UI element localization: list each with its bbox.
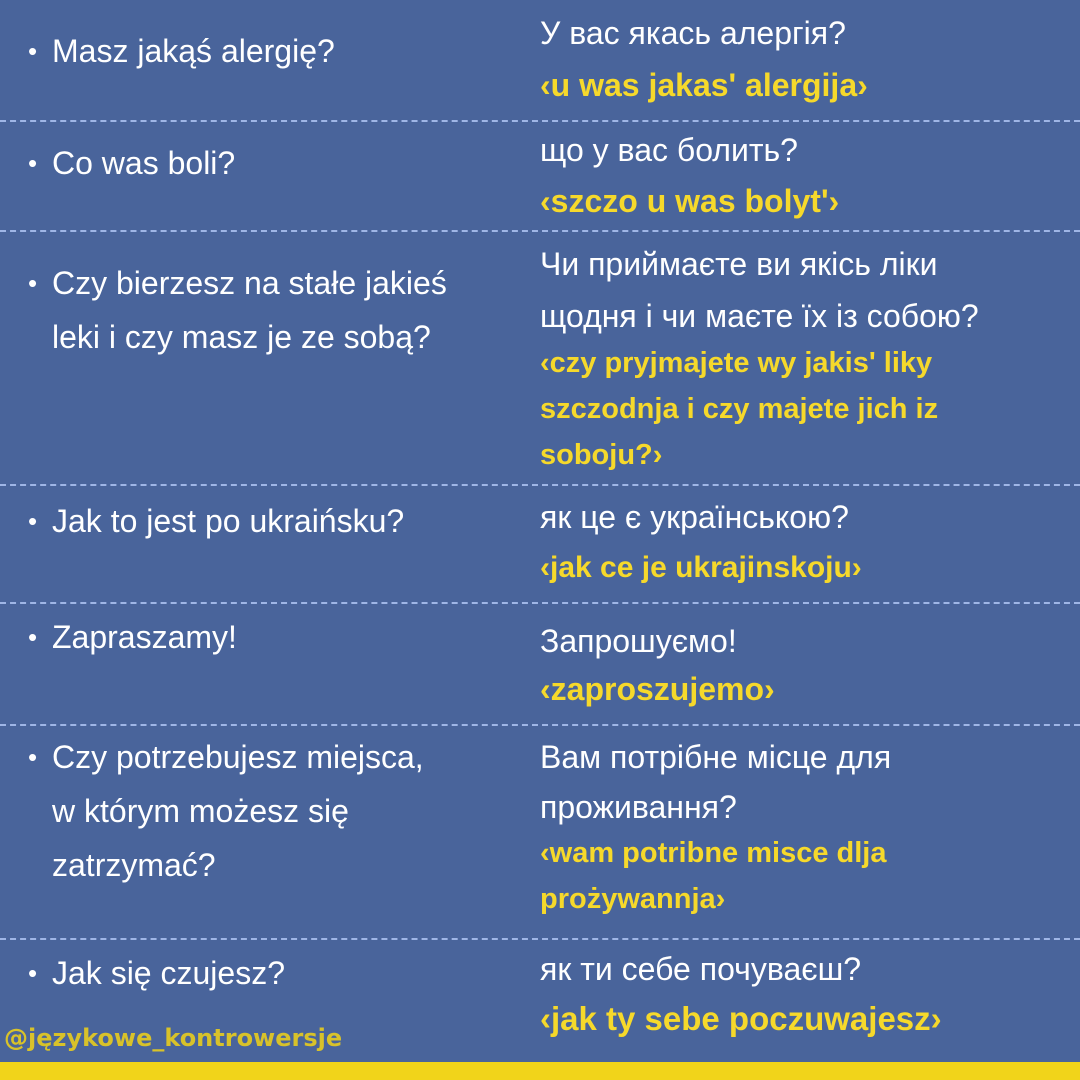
polish-text: Zapraszamy! [52, 619, 237, 655]
polish-phrase [28, 256, 508, 364]
bullet-icon: • [28, 622, 38, 652]
polish-phrase [28, 730, 508, 892]
polish-text: Masz jakąś alergię? [52, 33, 335, 69]
ukrainian-text: У вас якась алергія? [540, 15, 846, 51]
polish-text: Czy bierzesz na stałe jakieś leki i czy masz je ze sobą? [52, 265, 447, 355]
ukrainian-text: що у вас болить? [540, 132, 798, 168]
ukrainian-text: Чи приймаєте ви якісь ліки щодня і чи маєте їх із собою? [540, 246, 979, 334]
bullet-icon: • [28, 148, 38, 178]
ukrainian-text: Запрошуємо! [540, 623, 737, 659]
row-separator [0, 230, 1080, 232]
row-separator [0, 724, 1080, 726]
polish-text: Jak się czujesz? [52, 955, 285, 991]
ukrainian-text: Вам потрібне місце для проживання? [540, 739, 892, 825]
bullet-icon: • [28, 742, 38, 772]
bullet-icon: • [28, 268, 38, 298]
bullet-icon: • [28, 958, 38, 988]
bottom-accent-bar [0, 1062, 1080, 1080]
row-separator [0, 602, 1080, 604]
row-separator [0, 938, 1080, 940]
polish-phrase [28, 136, 508, 190]
polish-phrase [28, 610, 508, 664]
author-handle: @językowe_kontrowersje [4, 1024, 343, 1052]
transliteration-text: ‹jak ce je ukrajinskoju› [540, 551, 862, 584]
transliteration-text: ‹zaproszujemo› [540, 671, 775, 707]
transliteration-text: ‹szczo u was bolyt'› [540, 183, 840, 219]
row-separator [0, 484, 1080, 486]
transliteration-text: ‹u was jakas' alergija› [540, 67, 868, 103]
polish-text: Jak to jest po ukraińsku? [52, 503, 405, 539]
row-separator [0, 120, 1080, 122]
ukrainian-text: як це є українською? [540, 499, 849, 535]
polish-text: Czy potrzebujesz miejsca, w którym możesz się zatrzymać? [52, 739, 424, 883]
bullet-icon: • [28, 36, 38, 66]
bullet-icon: • [28, 506, 38, 536]
polish-phrase [28, 946, 508, 1000]
polish-text: Co was boli? [52, 145, 236, 181]
polish-phrase [28, 494, 508, 548]
ukrainian-text: як ти себе почуваєш? [540, 951, 862, 987]
transliteration-text: ‹jak ty sebe poczuwajesz› [540, 1000, 942, 1037]
transliteration-text: ‹czy pryjmajete wy jakis' liky szczodnja i czy majete jich iz soboju?› [540, 347, 939, 471]
polish-phrase [28, 24, 508, 78]
transliteration-text: ‹wam potribne misce dlja prożywannja› [540, 837, 887, 915]
